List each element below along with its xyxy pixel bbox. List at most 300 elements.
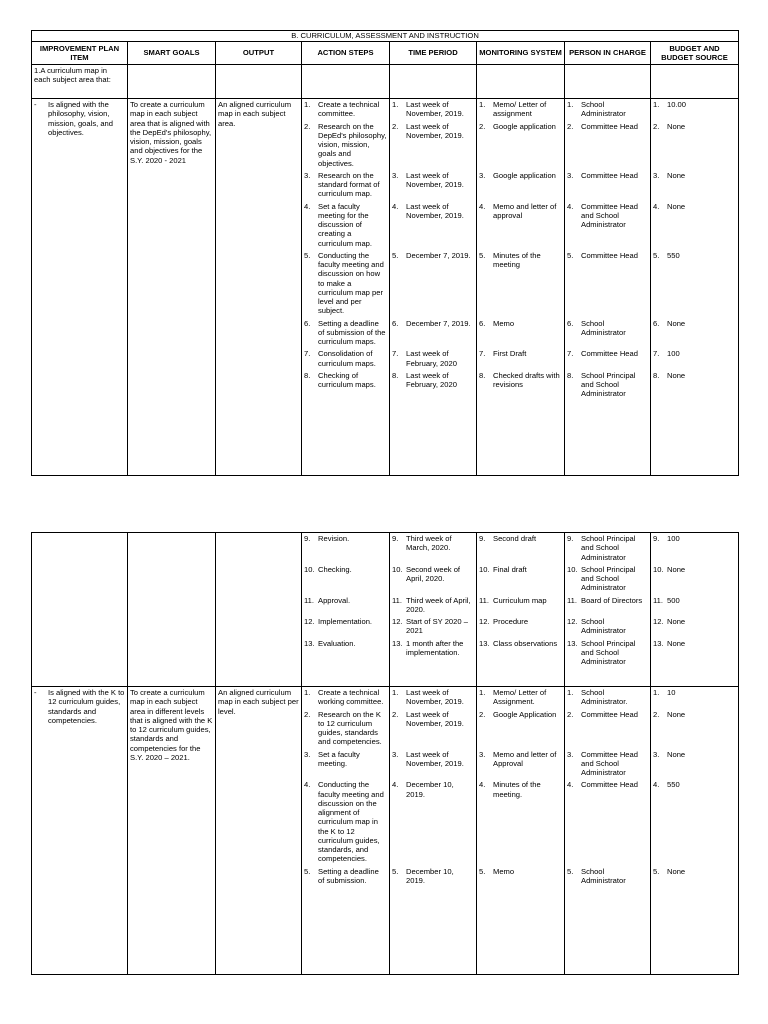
step-budget: 100 [667,349,680,359]
person-cell [565,533,651,687]
step-action-2 [304,122,387,171]
step-monitor-2 [479,710,562,750]
step-budget-4 [653,617,736,639]
step-monitor: Second draft [493,534,537,543]
step-number: 1. [653,688,660,697]
step-person: Committee Head [581,709,638,719]
step-monitor-2 [479,122,562,171]
step-person-7 [567,349,648,371]
step-time: Start of SY 2020 – 2021 [406,617,468,636]
step-action: Approval. [318,595,351,605]
step-time-3 [392,596,474,618]
step-number: 9. [304,534,311,543]
step-monitor-8 [479,371,562,402]
table-row [32,687,739,975]
step-number: 7. [392,349,399,359]
improvement-item-cell [32,99,128,476]
step-budget-3 [653,171,736,202]
step-number: 11. [392,595,402,605]
step-time-1 [392,100,474,122]
step-time: Third week of March, 2020. [406,534,452,553]
step-action-6 [304,319,387,350]
step-budget-4 [653,780,736,866]
step-budget-1 [653,100,736,122]
step-person-6 [567,319,648,350]
step-action: Evaluation. [318,638,356,648]
step-number: 3. [304,749,311,759]
plan-table-page-2 [31,532,739,975]
step-number: 12. [392,617,403,626]
step-budget-2 [653,565,736,596]
step-number: 2. [567,709,574,719]
step-number: 10. [392,564,403,574]
step-time-5 [392,251,474,319]
step-person-1 [567,688,648,710]
item-intro-row [32,65,739,99]
step-time: Last week of February, 2020 [406,370,457,389]
step-monitor: Memo and letter of approval [493,201,557,220]
step-person-3 [567,171,648,202]
step-budget: None [667,170,686,180]
step-action: Research on the DepEd's philosophy, vision, mission, goals and objectives. [318,121,387,168]
step-number: 12. [479,617,490,626]
step-person-2 [567,122,648,171]
step-time: Last week of February, 2020 [406,349,457,368]
step-number: 5. [653,866,660,876]
step-number: 2. [653,121,660,131]
step-time-4 [392,780,474,866]
step-number: 2. [304,709,311,719]
step-time-6 [392,319,474,350]
step-budget: None [667,709,686,719]
step-monitor: Google Application [493,709,557,719]
step-number: 1. [653,100,660,109]
step-time: Last week of November, 2019. [406,749,464,768]
step-person-1 [567,534,648,565]
step-budget: None [667,121,686,131]
action-steps-cell [302,99,390,476]
step-budget-2 [653,122,736,171]
step-budget-7 [653,349,736,371]
step-person-2 [567,565,648,596]
step-monitor: Memo [493,318,515,328]
step-monitor: Class observations [493,638,558,648]
step-number: 4. [392,201,399,211]
step-time: Third week of April, 2020. [406,595,471,614]
step-person: School Principal and School Administrator [581,564,636,593]
step-time: Last week of November, 2019. [406,688,464,707]
plan-table-page-1 [31,30,739,476]
step-budget: None [667,201,686,211]
step-time: December 10, 2019. [406,780,454,799]
step-person-5 [567,867,648,889]
person-cell [565,687,651,975]
step-number: 6. [392,318,399,328]
budget-cell [651,533,739,687]
step-person-2 [567,710,648,750]
step-number: 3. [479,749,486,759]
step-monitor: Checked drafts with revisions [493,370,560,389]
budget-cell [651,99,739,476]
step-number: 5. [392,866,399,876]
step-number: 13. [653,638,664,648]
step-budget-2 [653,710,736,750]
step-number: 11. [479,595,489,605]
step-number: 3. [392,170,399,180]
step-monitor: Memo/ Letter of Assignment. [493,688,547,707]
step-budget: 550 [667,250,680,260]
header-monitoring-system: MONITORING SYSTEM [477,42,565,65]
step-person: Board of Directors [581,595,643,605]
step-budget-4 [653,202,736,251]
table-row [32,99,739,476]
step-number: 4. [392,780,399,790]
step-action-3 [304,750,387,781]
step-time-1 [392,688,474,710]
step-budget-8 [653,371,736,402]
header-output: OUTPUT [216,42,302,65]
step-action-5 [304,867,387,889]
step-action-4 [304,780,387,866]
step-monitor-2 [479,565,562,596]
step-action-5 [304,251,387,319]
step-number: 10. [653,564,664,574]
step-time-2 [392,710,474,750]
step-person: School Administrator [581,617,626,636]
step-budget-1 [653,534,736,565]
header-time-period: TIME PERIOD [390,42,477,65]
step-action: Implementation. [318,617,373,626]
step-action-5 [304,639,387,670]
step-number: 11. [567,595,577,605]
header-smart-goals: SMART GOALS [128,42,216,65]
step-budget: 10.00 [667,100,687,109]
step-monitor-3 [479,596,562,618]
step-person: Committee Head [581,349,638,359]
step-person-4 [567,617,648,639]
monitoring-cell [477,533,565,687]
step-person: School Principal and School Administrator [581,370,636,399]
header-budget: BUDGET AND BUDGET SOURCE [651,42,739,65]
step-number: 1. [479,100,486,109]
step-monitor: Minutes of the meeting [493,250,541,269]
step-number: 8. [304,370,311,380]
step-time-8 [392,371,474,402]
step-person: School Administrator [581,318,626,337]
step-budget-5 [653,251,736,319]
step-monitor-5 [479,867,562,889]
step-time-3 [392,171,474,202]
step-budget: None [667,638,686,648]
step-time-4 [392,202,474,251]
step-number: 6. [479,318,486,328]
step-number: 9. [392,534,399,543]
smart-goal-cell: To create a curriculum map in each subject area in different levels that is aligned with the K to 12 curriculum guides, standards and competencies for the S.Y. 2020 – 2021. [128,687,216,975]
step-number: 6. [304,318,311,328]
step-number: 12. [567,617,578,626]
step-number: 9. [567,534,574,543]
step-number: 3. [479,170,486,180]
step-number: 10. [567,564,578,574]
step-budget-6 [653,319,736,350]
step-number: 12. [304,617,315,626]
step-action: Create a technical committee. [318,100,380,119]
step-action: Research on the standard format of curriculum map. [318,170,380,199]
step-action-1 [304,688,387,710]
step-number: 3. [567,170,574,180]
step-monitor-6 [479,319,562,350]
step-budget: 550 [667,780,680,790]
step-person: Committee Head [581,780,638,790]
step-action-1 [304,100,387,122]
action-steps-cell [302,533,390,687]
step-monitor: Procedure [493,617,529,626]
step-monitor: Curriculum map [493,595,547,605]
step-action: Conducting the faculty meeting and discussion on how to make a curriculum map per level and per subject. [318,250,384,316]
action-steps-cell [302,687,390,975]
step-number: 12. [653,617,664,626]
step-number: 2. [653,709,660,719]
step-monitor: Memo/ Letter of assignment [493,100,547,119]
step-person: Committee Head and School Administrator [581,749,638,777]
step-number: 10. [304,564,315,574]
step-time: Last week of November, 2019. [406,100,464,119]
monitoring-cell [477,99,565,476]
step-action: Revision. [318,534,350,543]
step-time: December 10, 2019. [406,866,454,885]
monitoring-cell [477,687,565,975]
step-number: 7. [653,349,660,359]
step-number: 3. [653,749,660,759]
item-bullet: - [34,688,37,697]
improvement-item-text: Is aligned with the philosophy, vision, mission, goals, and objectives. [48,100,114,137]
step-number: 1. [392,688,399,697]
step-time-2 [392,565,474,596]
step-time-5 [392,867,474,889]
step-number: 3. [653,170,660,180]
step-monitor: Google application [493,121,556,131]
step-action-8 [304,371,387,402]
step-number: 10. [479,564,490,574]
step-action: Checking of curriculum maps. [318,370,376,389]
step-number: 5. [479,866,486,876]
item-bullet: - [34,100,37,109]
step-person-5 [567,251,648,319]
section-title: B. CURRICULUM, ASSESSMENT AND INSTRUCTION [32,31,739,42]
step-budget-5 [653,639,736,670]
step-person-1 [567,100,648,122]
step-person-4 [567,780,648,866]
step-number: 2. [392,709,399,719]
step-number: 1. [567,100,574,109]
step-number: 1. [304,100,311,109]
step-monitor: Final draft [493,564,527,574]
step-number: 8. [479,370,486,380]
step-time: Last week of November, 2019. [406,201,464,220]
step-budget-5 [653,867,736,889]
step-number: 1. [479,688,486,697]
step-number: 4. [653,201,660,211]
step-monitor-1 [479,100,562,122]
step-monitor-7 [479,349,562,371]
time-period-cell [390,99,477,476]
step-person: School Administrator. [581,688,628,707]
step-budget-1 [653,688,736,710]
step-number: 11. [653,595,663,605]
step-person-3 [567,750,648,781]
step-number: 5. [304,250,311,260]
step-time-5 [392,639,474,670]
header-improvement-plan-item: IMPROVEMENT PLAN ITEM [32,42,128,65]
step-number: 2. [392,121,399,131]
step-number: 8. [653,370,660,380]
step-action: Setting a deadline of submission of the curriculum maps. [318,318,386,346]
step-action-7 [304,349,387,371]
step-person: School Principal and School Administrator [581,638,636,666]
step-number: 5. [392,250,399,260]
step-number: 1. [304,688,311,697]
step-budget-3 [653,750,736,781]
step-time-4 [392,617,474,639]
step-number: 7. [304,349,311,359]
step-action: Create a technical working committee. [318,688,384,707]
header-row [32,42,739,65]
step-monitor-4 [479,202,562,251]
output-cell: An aligned curriculum map in each subject area. [216,99,302,476]
step-budget: None [667,370,686,380]
step-number: 13. [392,638,403,648]
step-number: 5. [567,250,574,260]
step-action-3 [304,596,387,618]
step-number: 4. [304,780,311,790]
step-number: 1. [567,688,574,697]
step-time: December 7, 2019. [406,318,471,328]
step-budget: None [667,866,686,876]
step-action-2 [304,565,387,596]
step-budget: 10 [667,688,676,697]
step-number: 3. [567,749,574,759]
step-budget: None [667,749,686,759]
step-action: Checking. [318,564,352,574]
step-action: Set a faculty meeting for the discussion of creating a curriculum map. [318,201,373,248]
output-cell: An aligned curriculum map in each subject per level. [216,687,302,975]
step-monitor-1 [479,534,562,565]
step-action: Setting a deadline of submission. [318,866,379,885]
step-monitor-4 [479,617,562,639]
step-number: 13. [567,638,578,648]
step-budget: None [667,564,686,574]
person-cell [565,99,651,476]
step-number: 13. [304,638,315,648]
step-person: School Administrator [581,866,626,885]
step-time: Last week of November, 2019. [406,170,464,189]
step-budget-3 [653,596,736,618]
step-time-7 [392,349,474,371]
step-number: 4. [479,201,486,211]
improvement-item-text: Is aligned with the K to 12 curriculum guides, standards and competencies. [48,688,125,725]
step-number: 3. [392,749,399,759]
step-person-5 [567,639,648,670]
step-action-4 [304,617,387,639]
step-monitor: First Draft [493,349,527,359]
time-period-cell [390,687,477,975]
step-monitor-5 [479,639,562,670]
step-number: 6. [567,318,574,328]
budget-cell [651,687,739,975]
step-number: 2. [567,121,574,131]
step-monitor: Memo and letter of Approval [493,749,557,768]
step-monitor: Google application [493,170,556,180]
step-action: Consolidation of curriculum maps. [318,349,376,368]
step-person-4 [567,202,648,251]
step-time-2 [392,122,474,171]
continuation-row [32,533,739,687]
step-number: 7. [567,349,574,359]
step-number: 4. [567,780,574,790]
step-budget: 500 [667,595,680,605]
step-monitor-1 [479,688,562,710]
step-action: Conducting the faculty meeting and discussion on the alignment of curriculum map in the K to 12 curriculum guides, standards, and competencies. [318,780,384,864]
step-time: Last week of November, 2019. [406,121,464,140]
header-person-in-charge: PERSON IN CHARGE [565,42,651,65]
step-budget: None [667,318,686,328]
step-number: 9. [479,534,486,543]
step-time-1 [392,534,474,565]
item-intro: 1.A curriculum map in each subject area that: [32,65,128,99]
time-period-cell [390,533,477,687]
step-budget: None [667,617,686,626]
step-number: 8. [567,370,574,380]
step-monitor-4 [479,780,562,866]
step-number: 1. [392,100,399,109]
step-number: 2. [479,121,486,131]
step-time: December 7, 2019. [406,250,471,260]
step-action: Research on the K to 12 curriculum guides, standards and competencies. [318,709,382,747]
step-number: 7. [479,349,486,359]
step-person: School Administrator [581,100,626,119]
step-person: Committee Head [581,250,638,260]
smart-goal-cell: To create a curriculum map in each subject area that is aligned with the DepEd's philosophy, vision, mission, goals and objectives for the S.Y. 2020 - 2021 [128,99,216,476]
step-person-3 [567,596,648,618]
step-number: 4. [567,201,574,211]
step-action-2 [304,710,387,750]
step-time: 1 month after the implementation. [406,638,464,657]
step-number: 8. [392,370,399,380]
step-action: Set a faculty meeting. [318,749,360,768]
step-number: 4. [304,201,311,211]
step-budget: 100 [667,534,680,543]
step-monitor-3 [479,171,562,202]
step-number: 5. [304,866,311,876]
step-number: 2. [304,121,311,131]
step-person: School Principal and School Administrator [581,534,636,562]
step-monitor-3 [479,750,562,781]
step-number: 2. [479,709,486,719]
step-time: Second week of April, 2020. [406,564,461,583]
step-number: 5. [567,866,574,876]
step-number: 5. [653,250,660,260]
step-number: 4. [653,780,660,790]
step-action-1 [304,534,387,565]
step-person: Committee Head and School Administrator [581,201,638,229]
step-number: 4. [479,780,486,790]
step-number: 3. [304,170,311,180]
step-person: Committee Head [581,170,638,180]
step-number: 6. [653,318,660,328]
header-action-steps: ACTION STEPS [302,42,390,65]
step-action-3 [304,171,387,202]
step-time-3 [392,750,474,781]
